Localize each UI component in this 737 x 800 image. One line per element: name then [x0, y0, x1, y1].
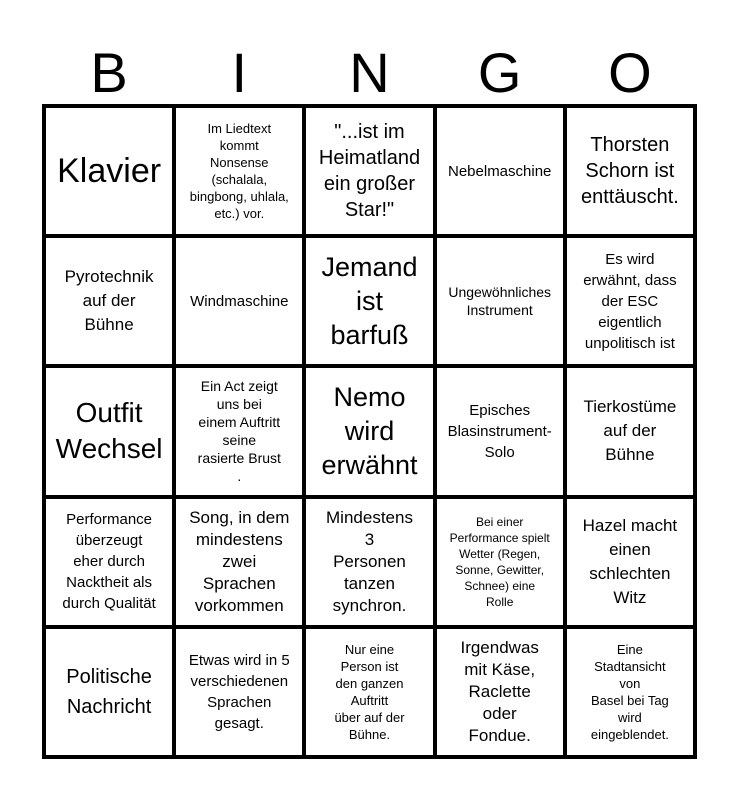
bingo-cell[interactable]	[565, 497, 695, 627]
header-letter-i: I	[231, 41, 248, 104]
cell-text: Etwas wird in 5 verschiedenen Sprachen gesagt.	[188, 651, 290, 732]
bingo-cell[interactable]	[304, 366, 434, 496]
bingo-cell[interactable]	[304, 497, 434, 627]
cell-text: Tierkostüme auf der Bühne	[583, 397, 677, 465]
bingo-cell[interactable]	[44, 497, 174, 627]
bingo-cell[interactable]	[174, 627, 304, 757]
bingo-board	[42, 104, 697, 759]
cell-text: Jemand ist barfuß	[321, 252, 418, 351]
bingo-cell[interactable]	[565, 236, 695, 366]
bingo-cell[interactable]	[565, 366, 695, 496]
cell-text: Im Liedtext kommt Nonsense (schalala, bingbong, uhlala, etc.) vor.	[189, 121, 289, 222]
bingo-header	[44, 40, 695, 106]
cell-text: Mindestens 3 Personen tanzen synchron.	[326, 507, 413, 615]
bingo-cell[interactable]	[174, 106, 304, 236]
bingo-cell[interactable]	[565, 627, 695, 757]
bingo-cell[interactable]	[435, 106, 565, 236]
bingo-cell[interactable]	[435, 236, 565, 366]
cell-text: Windmaschine	[190, 292, 289, 310]
cell-text: Politische Nachricht	[66, 665, 152, 718]
bingo-cell[interactable]	[174, 366, 304, 496]
bingo-cell[interactable]	[565, 106, 695, 236]
bingo-cell[interactable]	[44, 627, 174, 757]
bingo-cell[interactable]	[44, 106, 174, 236]
bingo-cell[interactable]	[304, 236, 434, 366]
bingo-cell[interactable]	[304, 627, 434, 757]
cell-text: Eine Stadtansicht von Basel bei Tag wird eingeblendet.	[590, 641, 669, 742]
cell-text: Ein Act zeigt uns bei einem Auftritt seine rasierte Brust .	[197, 378, 281, 485]
cell-text: Ungewöhnliches Instrument	[448, 284, 552, 319]
cell-text: Nemo wird erwähnt	[321, 382, 418, 481]
cell-text: Klavier	[57, 151, 162, 190]
cell-text: Es wird erwähnt, dass der ESC eigentlich unpolitisch ist	[583, 250, 677, 352]
bingo-cell[interactable]	[435, 366, 565, 496]
bingo-cell[interactable]	[44, 236, 174, 366]
cell-text: Episches Blasinstrument- Solo	[447, 401, 552, 461]
header-letter-o: O	[608, 41, 652, 104]
bingo-cell[interactable]	[435, 627, 565, 757]
cell-text: Hazel macht einen schlechten Witz	[582, 515, 678, 607]
header-letter-g: G	[477, 41, 522, 104]
cell-text: Thorsten Schorn ist enttäuscht.	[580, 134, 679, 209]
cell-text: "...ist im Heimatland ein großer Star!"	[318, 121, 421, 222]
cell-text: Song, in dem mindestens zwei Sprachen vorkommen	[189, 507, 290, 615]
bingo-cell[interactable]	[435, 497, 565, 627]
cell-text: Outfit Wechsel	[55, 397, 163, 465]
cell-text: Irgendwas mit Käse, Raclette oder Fondue.	[460, 637, 539, 745]
bingo-cell[interactable]	[174, 236, 304, 366]
bingo-cell[interactable]	[304, 106, 434, 236]
cell-text: Nur eine Person ist den ganzen Auftritt über auf der Bühne.	[334, 641, 405, 742]
bingo-cell[interactable]	[174, 497, 304, 627]
cell-text: Pyrotechnik auf der Bühne	[64, 267, 154, 335]
cell-text: Nebelmaschine	[448, 162, 552, 180]
header-letter-n: N	[349, 41, 390, 104]
header-letter-b: B	[90, 41, 128, 104]
bingo-cell[interactable]	[44, 366, 174, 496]
cell-text: Performance überzeugt eher durch Nacktheit als durch Qualität	[62, 511, 156, 613]
cell-text: Bei einer Performance spielt Wetter (Regen, Sonne, Gewitter, Schnee) eine Rolle	[449, 514, 550, 609]
